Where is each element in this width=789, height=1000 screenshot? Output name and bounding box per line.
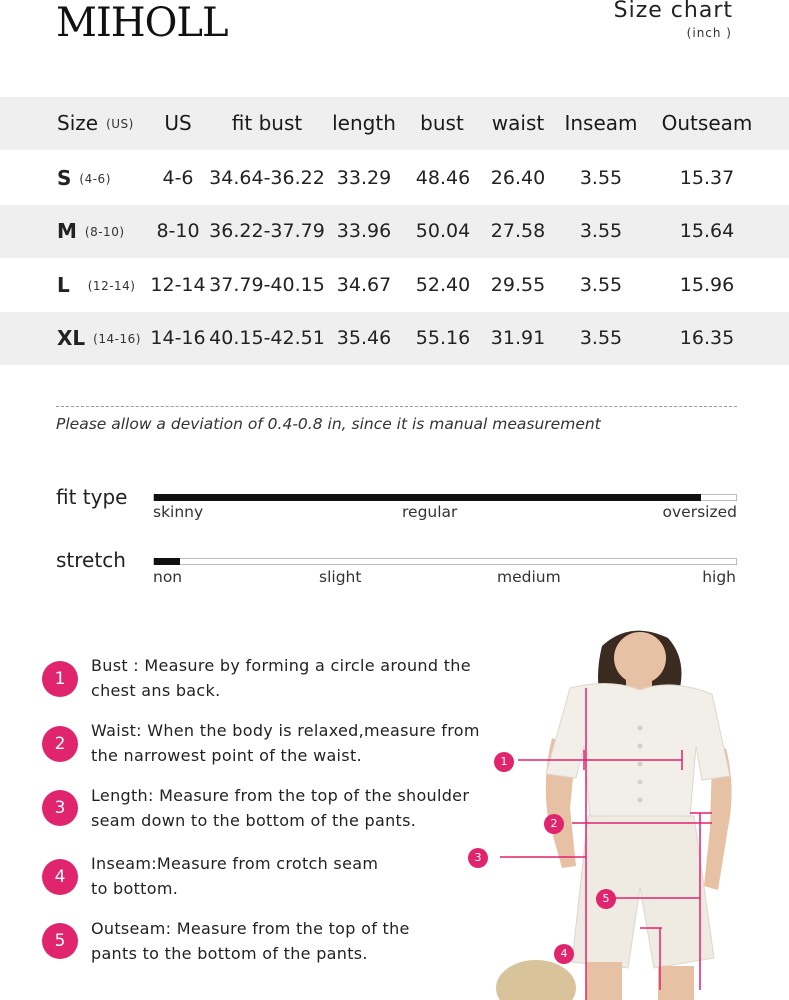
stretch-bar <box>153 558 737 565</box>
step-number-badge: 4 <box>42 859 78 895</box>
garment-shorts <box>572 816 714 968</box>
us-cell: 12-14 <box>150 274 206 296</box>
table-header-row <box>0 97 789 150</box>
model-photo <box>474 628 750 1000</box>
step-number-badge: 2 <box>42 726 78 762</box>
outseam-cell: 15.64 <box>679 220 735 242</box>
bust-cell: 50.04 <box>415 220 471 242</box>
table-row <box>0 205 789 258</box>
waist-cell: 31.91 <box>490 327 546 349</box>
step-number-badge: 5 <box>42 923 78 959</box>
bust-cell: 48.46 <box>415 167 471 189</box>
step-text: Inseam:Measure from crotch seam to bottom. <box>91 854 379 898</box>
length-cell: 33.96 <box>336 220 392 242</box>
inseam-cell: 3.55 <box>579 274 623 296</box>
bust-cell: 55.16 <box>415 327 471 349</box>
table-row <box>0 152 789 205</box>
header-size: Size (US) <box>57 111 134 135</box>
header-outseam: Outseam <box>661 111 753 135</box>
left-leg <box>586 962 622 1000</box>
waist-cell: 27.58 <box>490 220 546 242</box>
waist-cell: 26.40 <box>490 167 546 189</box>
page-title: Size chart <box>613 0 733 23</box>
stretch-label: stretch <box>56 548 126 572</box>
length-cell: 35.46 <box>336 327 392 349</box>
fit-type-level <box>154 494 701 501</box>
fit-tick-oversized: oversized <box>662 503 737 521</box>
step-text: Length: Measure from the top of the shoulder seam down to the bottom of the pants. <box>91 786 470 830</box>
header-fit-bust: fit bust <box>231 111 303 135</box>
dashed-divider <box>56 406 737 407</box>
step-number-badge: 3 <box>42 790 78 826</box>
fit-bust-cell: 36.22-37.79 <box>209 220 325 242</box>
stretch-tick-non: non <box>153 568 183 586</box>
marker-4: 4 <box>554 944 574 964</box>
step-text: Waist: When the body is relaxed,measure from the narrowest point of the waist. <box>91 721 480 765</box>
marker-2: 2 <box>544 814 564 834</box>
stretch-level <box>154 558 180 565</box>
bust-cell: 52.40 <box>415 274 471 296</box>
brand-logo: MIHOLL <box>56 0 228 46</box>
size-cell: S (4-6) <box>57 166 111 190</box>
header-bust: bust <box>420 111 464 135</box>
inseam-cell: 3.55 <box>579 220 623 242</box>
fit-tick-skinny: skinny <box>153 503 204 521</box>
stretch-tick-slight: slight <box>319 568 362 586</box>
size-cell: M (8-10) <box>57 219 125 243</box>
us-cell: 14-16 <box>150 327 206 349</box>
fit-bust-cell: 37.79-40.15 <box>209 274 325 296</box>
outseam-cell: 16.35 <box>679 327 735 349</box>
length-cell: 34.67 <box>336 274 392 296</box>
waist-cell: 29.55 <box>490 274 546 296</box>
straw-hat <box>496 960 576 1000</box>
model-illustration <box>490 628 750 1000</box>
right-leg <box>658 966 694 1000</box>
outseam-cell: 15.37 <box>679 167 735 189</box>
fit-type-label: fit type <box>56 485 128 509</box>
us-cell: 8-10 <box>156 220 200 242</box>
step-number-badge: 1 <box>42 661 78 697</box>
inseam-cell: 3.55 <box>579 167 623 189</box>
header-waist: waist <box>491 111 545 135</box>
header-inseam: Inseam <box>564 111 638 135</box>
header-us: US <box>164 111 192 135</box>
table-row <box>0 312 789 365</box>
length-cell: 33.29 <box>336 167 392 189</box>
header-length: length <box>332 111 396 135</box>
fit-type-bar <box>153 494 737 501</box>
measurement-note: Please allow a deviation of 0.4-0.8 in, since it is manual measurement <box>56 415 601 433</box>
fit-bust-cell: 40.15-42.51 <box>209 327 325 349</box>
size-cell: L (12-14) <box>57 273 136 297</box>
garment-top <box>546 683 730 816</box>
fit-bust-cell: 34.64-36.22 <box>209 167 325 189</box>
size-cell: XL (14-16) <box>57 326 141 350</box>
inseam-cell: 3.55 <box>579 327 623 349</box>
outseam-cell: 15.96 <box>679 274 735 296</box>
stretch-tick-high: high <box>702 568 736 586</box>
marker-1: 1 <box>494 752 514 772</box>
fit-tick-regular: regular <box>402 503 458 521</box>
unit-label: (inch ) <box>686 26 732 40</box>
step-text: Bust : Measure by forming a circle around the chest ans back. <box>91 656 471 700</box>
marker-3: 3 <box>468 848 488 868</box>
stretch-tick-medium: medium <box>497 568 561 586</box>
step-text: Outseam: Measure from the top of the pants to the bottom of the pants. <box>91 919 410 963</box>
marker-5: 5 <box>596 889 616 909</box>
us-cell: 4-6 <box>162 167 194 189</box>
table-row <box>0 259 789 312</box>
